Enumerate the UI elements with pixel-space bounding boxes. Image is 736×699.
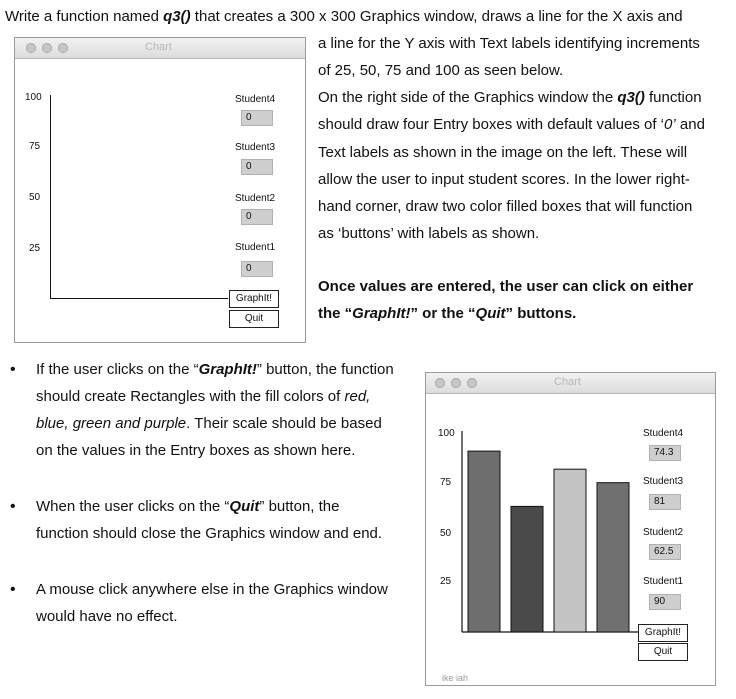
function-name: q3() xyxy=(163,8,191,25)
x-axis-line xyxy=(50,298,228,299)
intro-p2-line-1: On the right side of the Graphics window the q3() function xyxy=(318,89,702,106)
intro-line-2: a line for the Y axis with Text labels identifying increments xyxy=(318,35,700,52)
student1-entry[interactable]: 0 xyxy=(241,261,273,277)
student3-entry[interactable]: 81 xyxy=(649,494,681,510)
graphit-button[interactable]: GraphIt! xyxy=(638,624,688,642)
zoom-icon[interactable] xyxy=(58,43,68,53)
bullet-marker: • xyxy=(10,581,16,598)
student3-label: Student3 xyxy=(643,476,684,487)
student2-label: Student2 xyxy=(643,527,684,538)
student3-label: Student3 xyxy=(235,142,276,153)
student2-entry[interactable]: 0 xyxy=(241,209,273,225)
window-title: Chart xyxy=(554,376,581,388)
y-label-75: 75 xyxy=(440,477,452,488)
student4-entry[interactable]: 74.3 xyxy=(649,445,681,461)
student4-label: Student4 xyxy=(643,428,684,439)
bullet1-line-1: If the user clicks on the “GraphIt!” button, the function xyxy=(36,361,394,378)
graphit-button[interactable]: GraphIt! xyxy=(229,290,279,308)
y-label-50: 50 xyxy=(29,192,41,203)
student2-label: Student2 xyxy=(235,193,276,204)
bar-student4 xyxy=(597,483,629,632)
y-label-25: 25 xyxy=(29,243,41,254)
bold-line-2: the “GraphIt!” or the “Quit” buttons. xyxy=(318,305,577,322)
y-axis-line xyxy=(50,95,51,298)
bullet-marker: • xyxy=(10,498,16,515)
bold-line-1: Once values are entered, the user can click on either xyxy=(318,278,694,295)
window-title: Chart xyxy=(145,41,172,53)
bullet2-line-1: When the user clicks on the “Quit” button, the xyxy=(36,498,340,515)
student4-entry[interactable]: 0 xyxy=(241,110,273,126)
quit-button[interactable]: Quit xyxy=(229,310,279,328)
student1-label: Student1 xyxy=(643,576,684,587)
y-label-100: 100 xyxy=(438,428,455,439)
intro-line-1: Write a function named q3() that creates a 300 x 300 Graphics window, draws a line for the X axis and xyxy=(5,8,683,25)
minimize-icon[interactable] xyxy=(42,43,52,53)
bar-student2 xyxy=(511,506,543,632)
bar-student1 xyxy=(468,451,500,632)
bottom-fragment: ike iah xyxy=(442,673,469,683)
bar-student3 xyxy=(554,469,586,632)
bullet3-line-2: would have no effect. xyxy=(36,608,178,625)
bullet3-line-1: A mouse click anywhere else in the Graphics window xyxy=(36,581,388,598)
y-label-100: 100 xyxy=(25,92,42,103)
bullet-marker: • xyxy=(10,361,16,378)
bullet1-line-2: should create Rectangles with the fill colors of red, xyxy=(36,388,371,405)
bullet2-line-2: function should close the Graphics window and end. xyxy=(36,525,383,542)
intro-p2-line-4: allow the user to input student scores. In the lower right- xyxy=(318,171,690,188)
student4-label: Student4 xyxy=(235,94,276,105)
bullet1-line-3: blue, green and purple. Their scale should be based xyxy=(36,415,382,432)
intro-p2-line-6: as ‘buttons’ with labels as shown. xyxy=(318,225,540,242)
intro-p2-line-5: hand corner, draw two color filled boxes that will function xyxy=(318,198,693,215)
chart-window-bars xyxy=(425,372,716,686)
student1-entry[interactable]: 90 xyxy=(649,594,681,610)
y-label-50: 50 xyxy=(440,528,452,539)
intro-line-3: of 25, 50, 75 and 100 as seen below. xyxy=(318,62,564,79)
intro-p2-line-3: Text labels as shown in the image on the left. These will xyxy=(318,144,688,161)
intro-p2-line-2: should draw four Entry boxes with default values of ‘0’ and xyxy=(318,116,705,133)
student2-entry[interactable]: 62.5 xyxy=(649,544,681,560)
y-label-75: 75 xyxy=(29,141,41,152)
bullet1-line-4: on the values in the Entry boxes as shown here. xyxy=(36,442,356,459)
close-icon[interactable] xyxy=(26,43,36,53)
student1-label: Student1 xyxy=(235,242,276,253)
student3-entry[interactable]: 0 xyxy=(241,159,273,175)
window-titlebar xyxy=(15,38,305,59)
y-label-25: 25 xyxy=(440,576,452,587)
chart-window-empty xyxy=(14,37,306,343)
quit-button[interactable]: Quit xyxy=(638,643,688,661)
